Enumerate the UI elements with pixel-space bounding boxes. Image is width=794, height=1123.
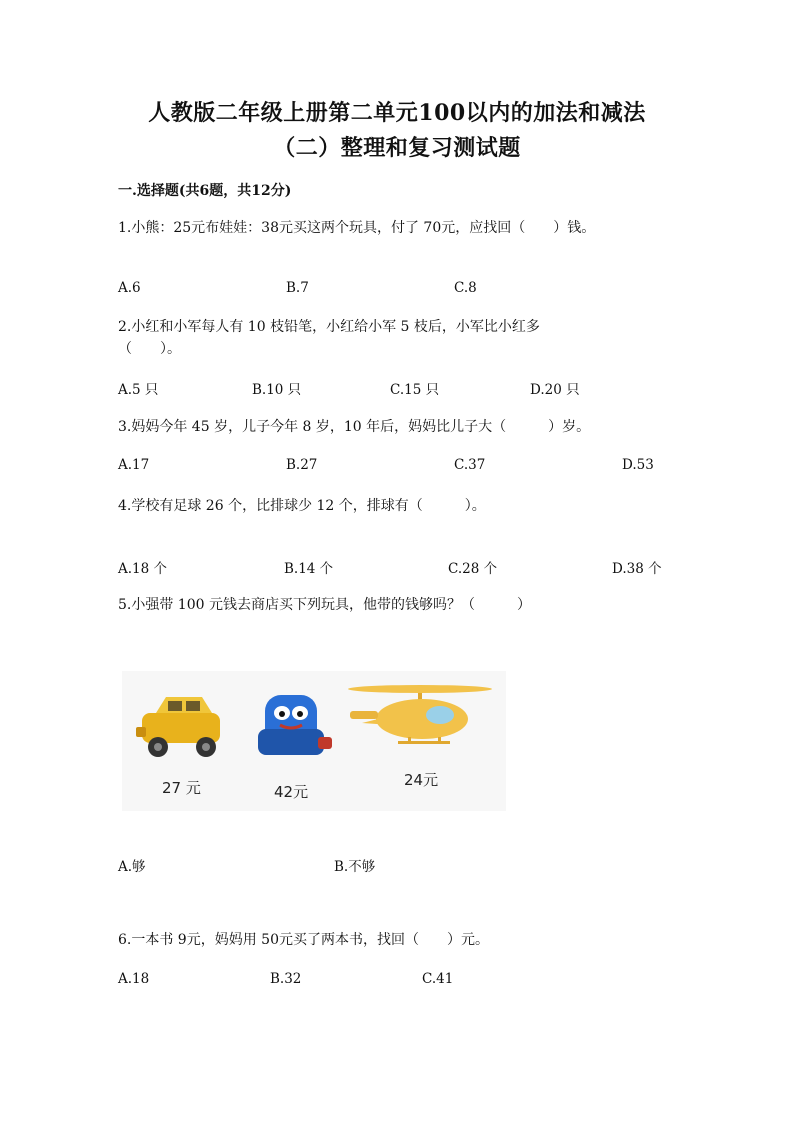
q3-option-a[interactable]: A.17 [118,457,150,473]
q2-option-b[interactable]: B.10 只 [252,382,302,398]
toy-car-image [136,697,220,757]
backpack-price: 42元 [274,783,309,801]
q2-option-a[interactable]: A.5 只 [118,382,159,398]
toy-backpack-image [258,695,332,755]
question-3: 3.妈妈今年 45 岁，儿子今年 8 岁，10 年后，妈妈比儿子大（ ）岁。 [118,419,591,435]
q5-option-b[interactable]: B.不够 [334,859,376,875]
q5-option-a[interactable]: A.够 [118,859,146,875]
car-price: 27 元 [162,779,201,797]
q6-option-c[interactable]: C.41 [422,971,454,987]
question-2: 2.小红和小军每人有 10 枝铅笔，小红给小军 5 枝后，小军比小红多 [118,319,540,335]
q3-option-b[interactable]: B.27 [286,457,318,473]
question-5: 5.小强带 100 元钱去商店买下列玩具，他带的钱够吗？（ ） [118,597,531,613]
toys-figure [122,671,506,811]
q3-option-c[interactable]: C.37 [454,457,486,473]
q1-option-a[interactable]: A.6 [118,280,141,296]
question-6: 6.一本书 9元，妈妈用 50元买了两本书，找回（ ）元。 [118,932,489,948]
q6-option-b[interactable]: B.32 [270,971,302,987]
toy-helicopter-image [348,685,492,744]
section-heading: 一.选择题(共6题，共12分) [118,183,292,199]
q2-option-c[interactable]: C.15 只 [390,382,440,398]
q6-option-a[interactable]: A.18 [118,971,150,987]
question-1: 1.小熊：25元布娃娃：38元买这两个玩具，付了 70元，应找回（ ）钱。 [118,220,596,236]
helicopter-price: 24元 [404,771,439,789]
q1-option-c[interactable]: C.8 [454,280,477,296]
page-subtitle: （二）整理和复习测试题 [273,135,521,161]
question-4: 4.学校有足球 26 个，比排球少 12 个，排球有（ ）。 [118,498,486,514]
q2-option-d[interactable]: D.20 只 [530,382,580,398]
q4-option-d[interactable]: D.38 个 [612,561,662,577]
q3-option-d[interactable]: D.53 [622,457,654,473]
q1-option-b[interactable]: B.7 [286,280,309,296]
q4-option-b[interactable]: B.14 个 [284,561,334,577]
page-title: 人教版二年级上册第二单元100以内的加法和减法 [148,100,646,126]
question-2-continued: （ ）。 [118,341,181,357]
q4-option-c[interactable]: C.28 个 [448,561,498,577]
q4-option-a[interactable]: A.18 个 [118,561,168,577]
